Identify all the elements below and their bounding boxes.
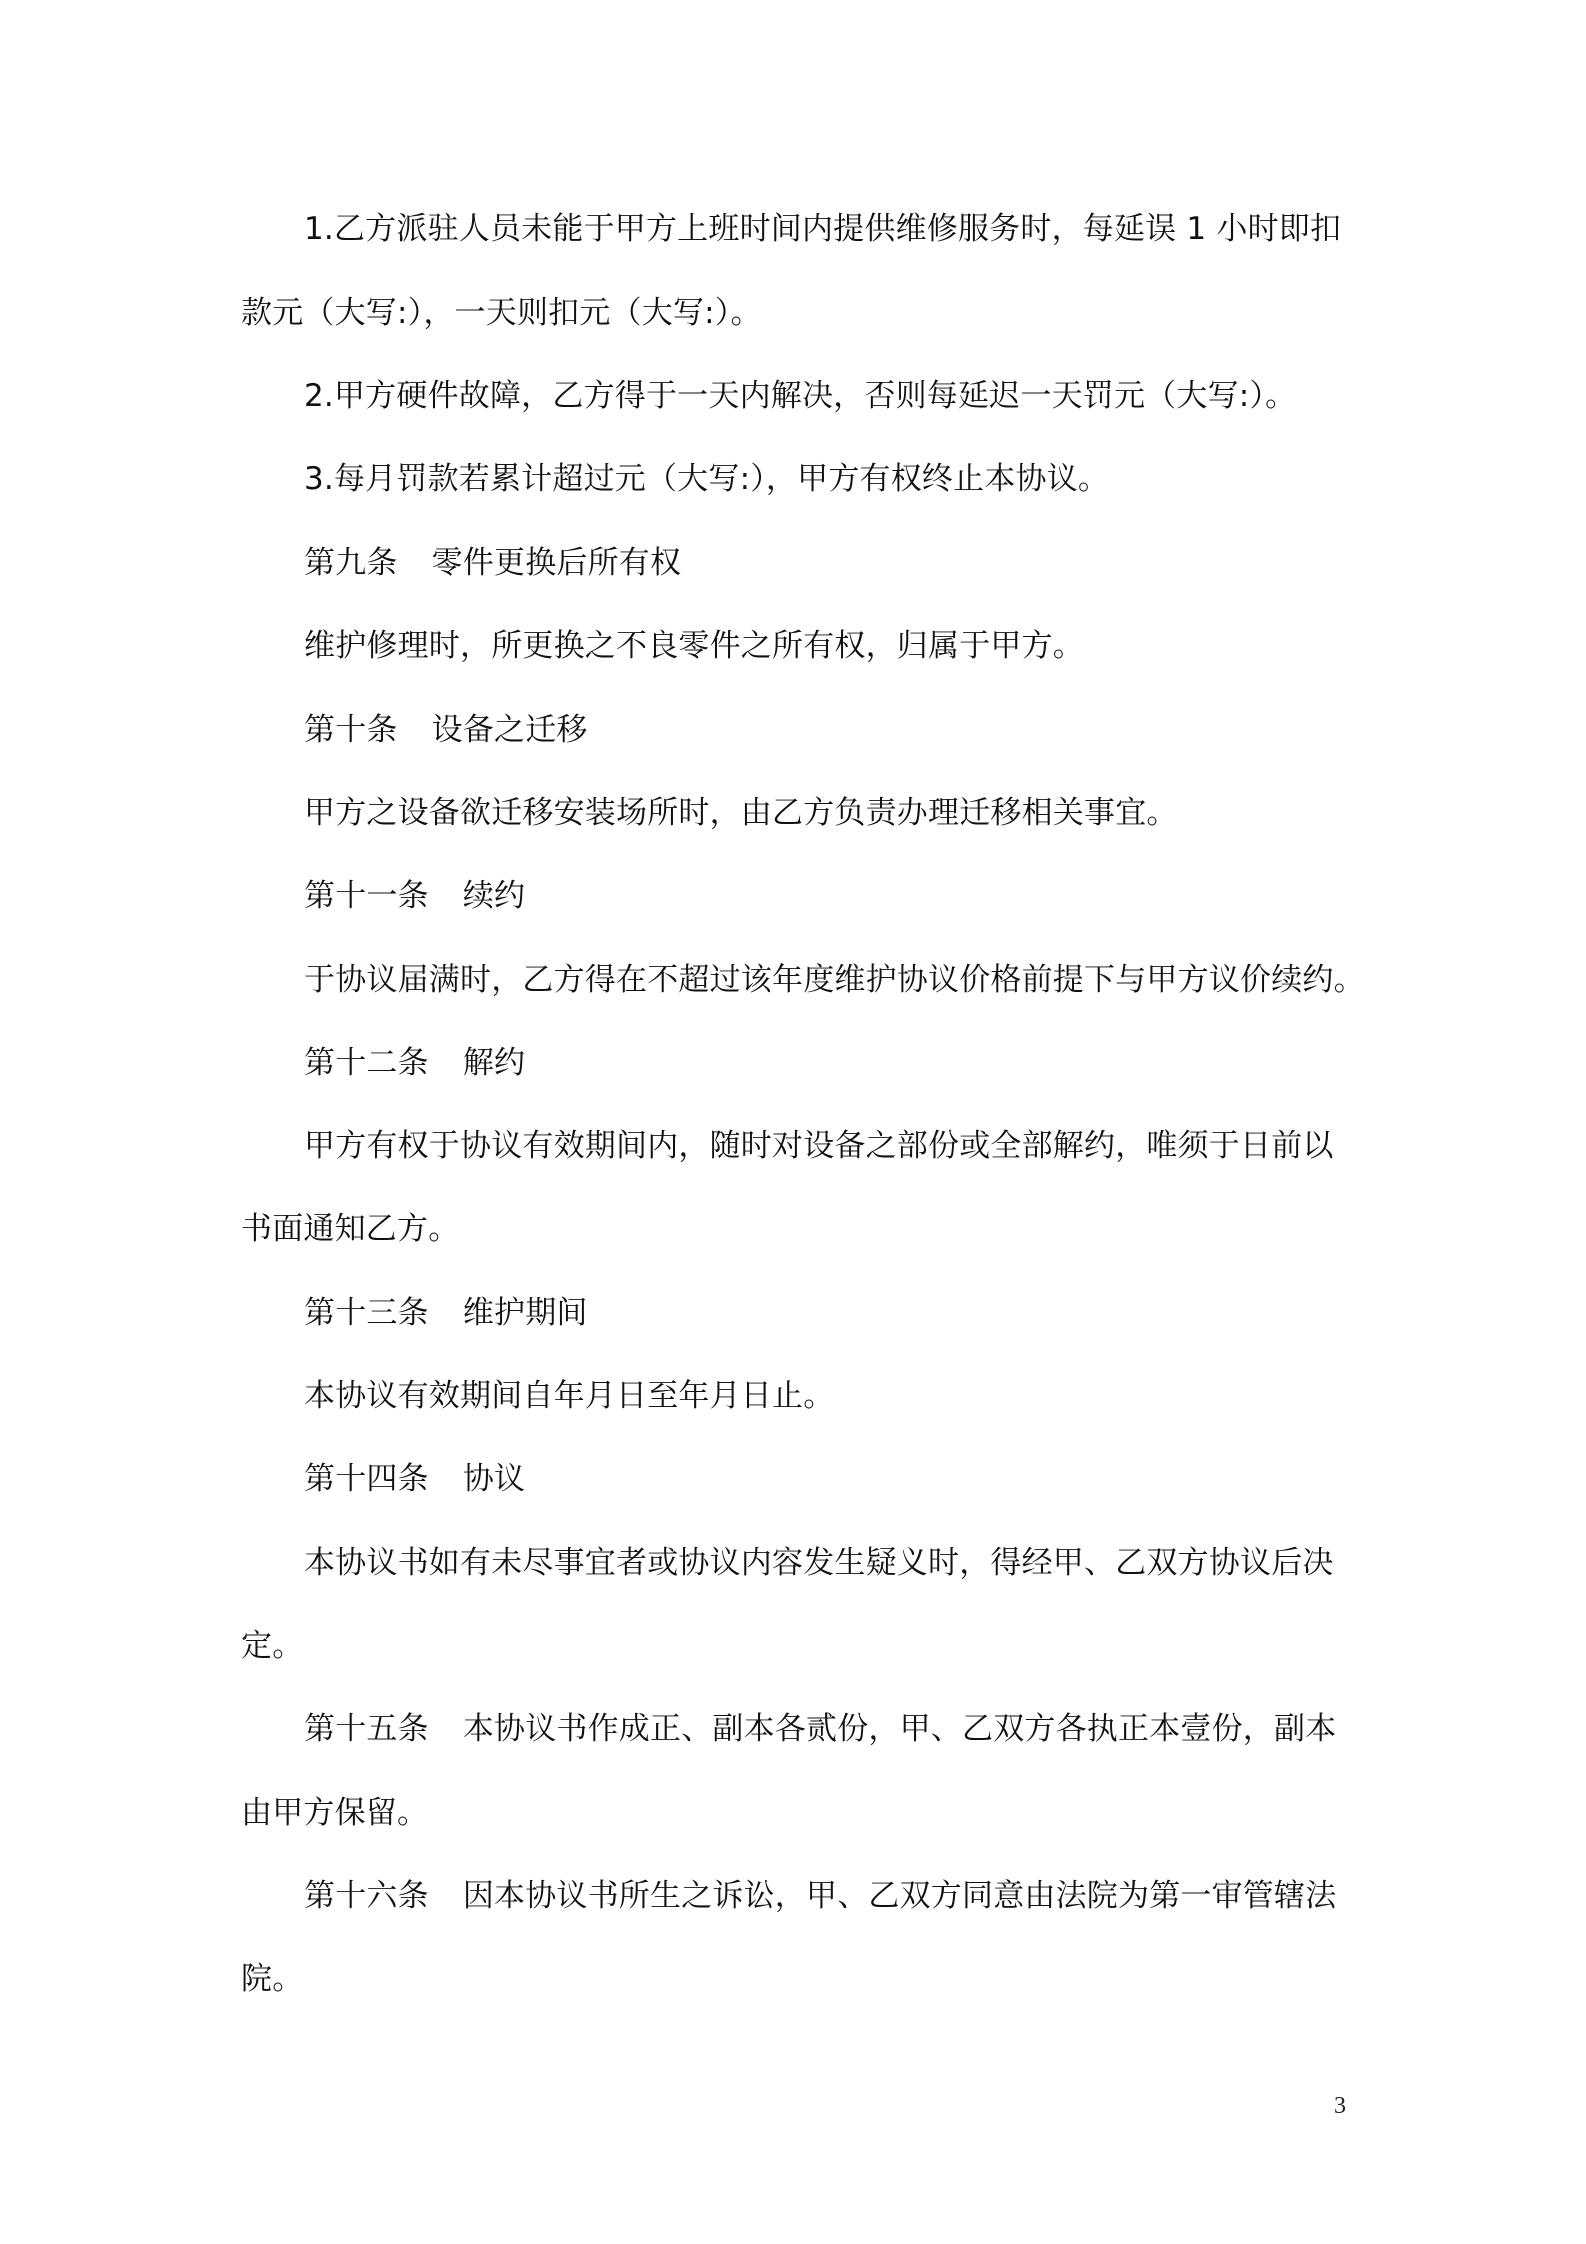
page-number: 3: [1334, 2093, 1346, 2119]
paragraph-line: 由甲方保留。: [241, 1795, 429, 1831]
paragraph-line: 甲方之设备欲迁移安装场所时，由乙方负责办理迁移相关事宜。: [304, 795, 1178, 831]
article-text: 因本协议书所生之诉讼，甲、乙双方同意由法院为第一审管辖法: [462, 1878, 1337, 1914]
article-heading: [304, 1876, 1336, 1916]
article-number: 第十三条: [304, 1295, 429, 1331]
paragraph-line: 2.甲方硬件故障，乙方得于一天内解决，否则每延迟一天罚元（大写:）。: [304, 378, 1297, 414]
paragraph-line: 院。: [241, 1961, 304, 1997]
article-heading: [304, 1293, 588, 1333]
paragraph-line: 定。: [241, 1628, 304, 1664]
article-heading: [304, 543, 681, 583]
paragraph-line: 款元（大写:），一天则扣元（大写:）。: [241, 295, 762, 331]
paragraph-line: 于协议届满时，乙方得在不超过该年度维护协议价格前提下与甲方议价续约。: [304, 962, 1365, 998]
article-number: 第十条: [304, 712, 398, 748]
article-heading: [304, 710, 588, 750]
article-number: 第十五条: [304, 1711, 429, 1747]
article-number: 第十四条: [304, 1461, 429, 1497]
article-title: 零件更换后所有权: [431, 545, 682, 581]
article-title: 协议: [462, 1461, 526, 1497]
article-number: 第十二条: [304, 1045, 429, 1081]
article-title: 解约: [462, 1045, 526, 1081]
article-heading: [304, 1043, 525, 1083]
article-number: 第九条: [304, 545, 398, 581]
paragraph-line: 3.每月罚款若累计超过元（大写:），甲方有权终止本协议。: [304, 461, 1110, 497]
article-title: 维护期间: [462, 1295, 588, 1331]
paragraph-line: 本协议书如有未尽事宜者或协议内容发生疑义时，得经甲、乙双方协议后决: [304, 1545, 1334, 1581]
paragraph-line: 本协议有效期间自年月日至年月日止。: [304, 1378, 835, 1414]
article-heading: [304, 1459, 525, 1499]
paragraph-line: 维护修理时，所更换之不良零件之所有权，归属于甲方。: [304, 628, 1084, 664]
article-text: 本协议书作成正、副本各贰份，甲、乙双方各执正本壹份，副本: [462, 1711, 1337, 1747]
article-heading: [304, 1709, 1336, 1749]
article-title: 设备之迁移: [431, 712, 588, 748]
paragraph-line: 书面通知乙方。: [241, 1211, 460, 1247]
paragraph-line: 1.乙方派驻人员未能于甲方上班时间内提供维修服务时，每延误 1 小时即扣: [304, 211, 1342, 247]
article-number: 第十一条: [304, 878, 429, 914]
article-title: 续约: [462, 878, 526, 914]
article-heading: [304, 876, 525, 916]
article-number: 第十六条: [304, 1878, 429, 1914]
paragraph-line: 甲方有权于协议有效期间内，随时对设备之部份或全部解约，唯须于日前以: [304, 1128, 1334, 1164]
